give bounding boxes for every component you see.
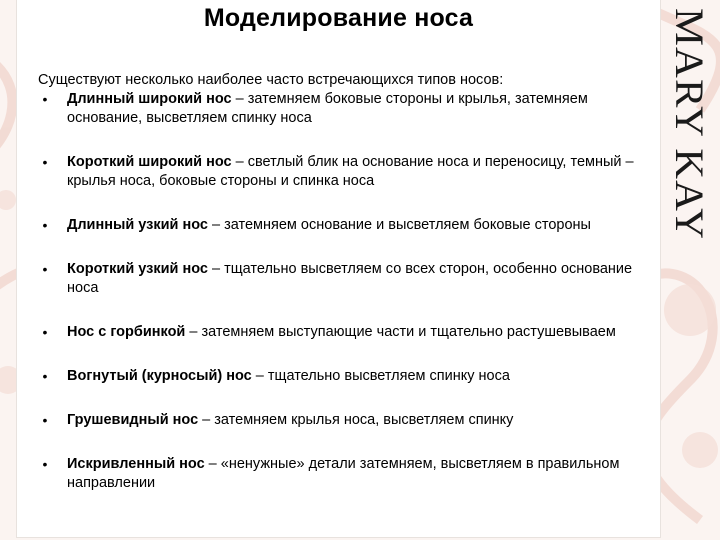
intro-text: Существуют несколько наиболее часто встречающихся типов носов:	[38, 72, 504, 88]
slide-content	[38, 71, 656, 493]
item-text: – затемняем основание и высветляем боковые стороны	[207, 217, 591, 233]
item-term: Искривленный нос	[67, 456, 205, 472]
bullet-icon: •	[42, 324, 48, 340]
item-text: – тщательно высветляем спинку носа	[251, 368, 510, 384]
bullet-icon: •	[42, 456, 48, 472]
bullet-icon: •	[42, 91, 48, 107]
item-text: – тщательно высветляем со всех сторон, особенно основание носа	[67, 261, 633, 296]
list-item	[38, 323, 656, 342]
mary-kay-logo	[662, 4, 720, 244]
list-item	[38, 411, 656, 430]
list-item	[38, 216, 656, 235]
item-text: – «ненужные» детали затемняем, высветляем в правильном направлении	[67, 456, 620, 491]
list-item	[38, 260, 656, 298]
bullet-icon: •	[42, 154, 48, 170]
list-item	[38, 455, 656, 493]
list-item	[38, 367, 656, 386]
bullet-icon: •	[42, 368, 48, 384]
item-term: Длинный широкий нос	[67, 91, 232, 107]
item-text: – затемняем боковые стороны и крылья, затемняем основание, высветляем спинку носа	[67, 91, 588, 126]
item-term: Вогнутый (курносый) нос	[67, 368, 252, 384]
item-term: Короткий узкий нос	[67, 261, 208, 277]
bullet-icon: •	[42, 412, 48, 428]
bullet-icon: •	[42, 261, 48, 277]
slide-title: Моделирование носа	[203, 4, 474, 32]
item-term: Длинный узкий нос	[67, 217, 208, 233]
logo-text: MARY KAY	[667, 8, 712, 226]
item-text: – светлый блик на основание носа и переносицу, темный – крылья носа, боковые стороны и спинка носа	[67, 154, 634, 189]
item-term: Грушевидный нос	[67, 412, 199, 428]
list-item	[38, 90, 656, 128]
item-term: Короткий широкий нос	[67, 154, 232, 170]
slide-panel	[16, 0, 661, 538]
item-term: Нос с горбинкой	[67, 324, 186, 340]
item-text: – затемняем крылья носа, высветляем спинку	[198, 412, 514, 428]
list-item	[38, 153, 656, 191]
item-text: – затемняем выступающие части и тщательно растушевываем	[185, 324, 616, 340]
nose-type-list	[38, 90, 656, 493]
bullet-icon: •	[42, 217, 48, 233]
